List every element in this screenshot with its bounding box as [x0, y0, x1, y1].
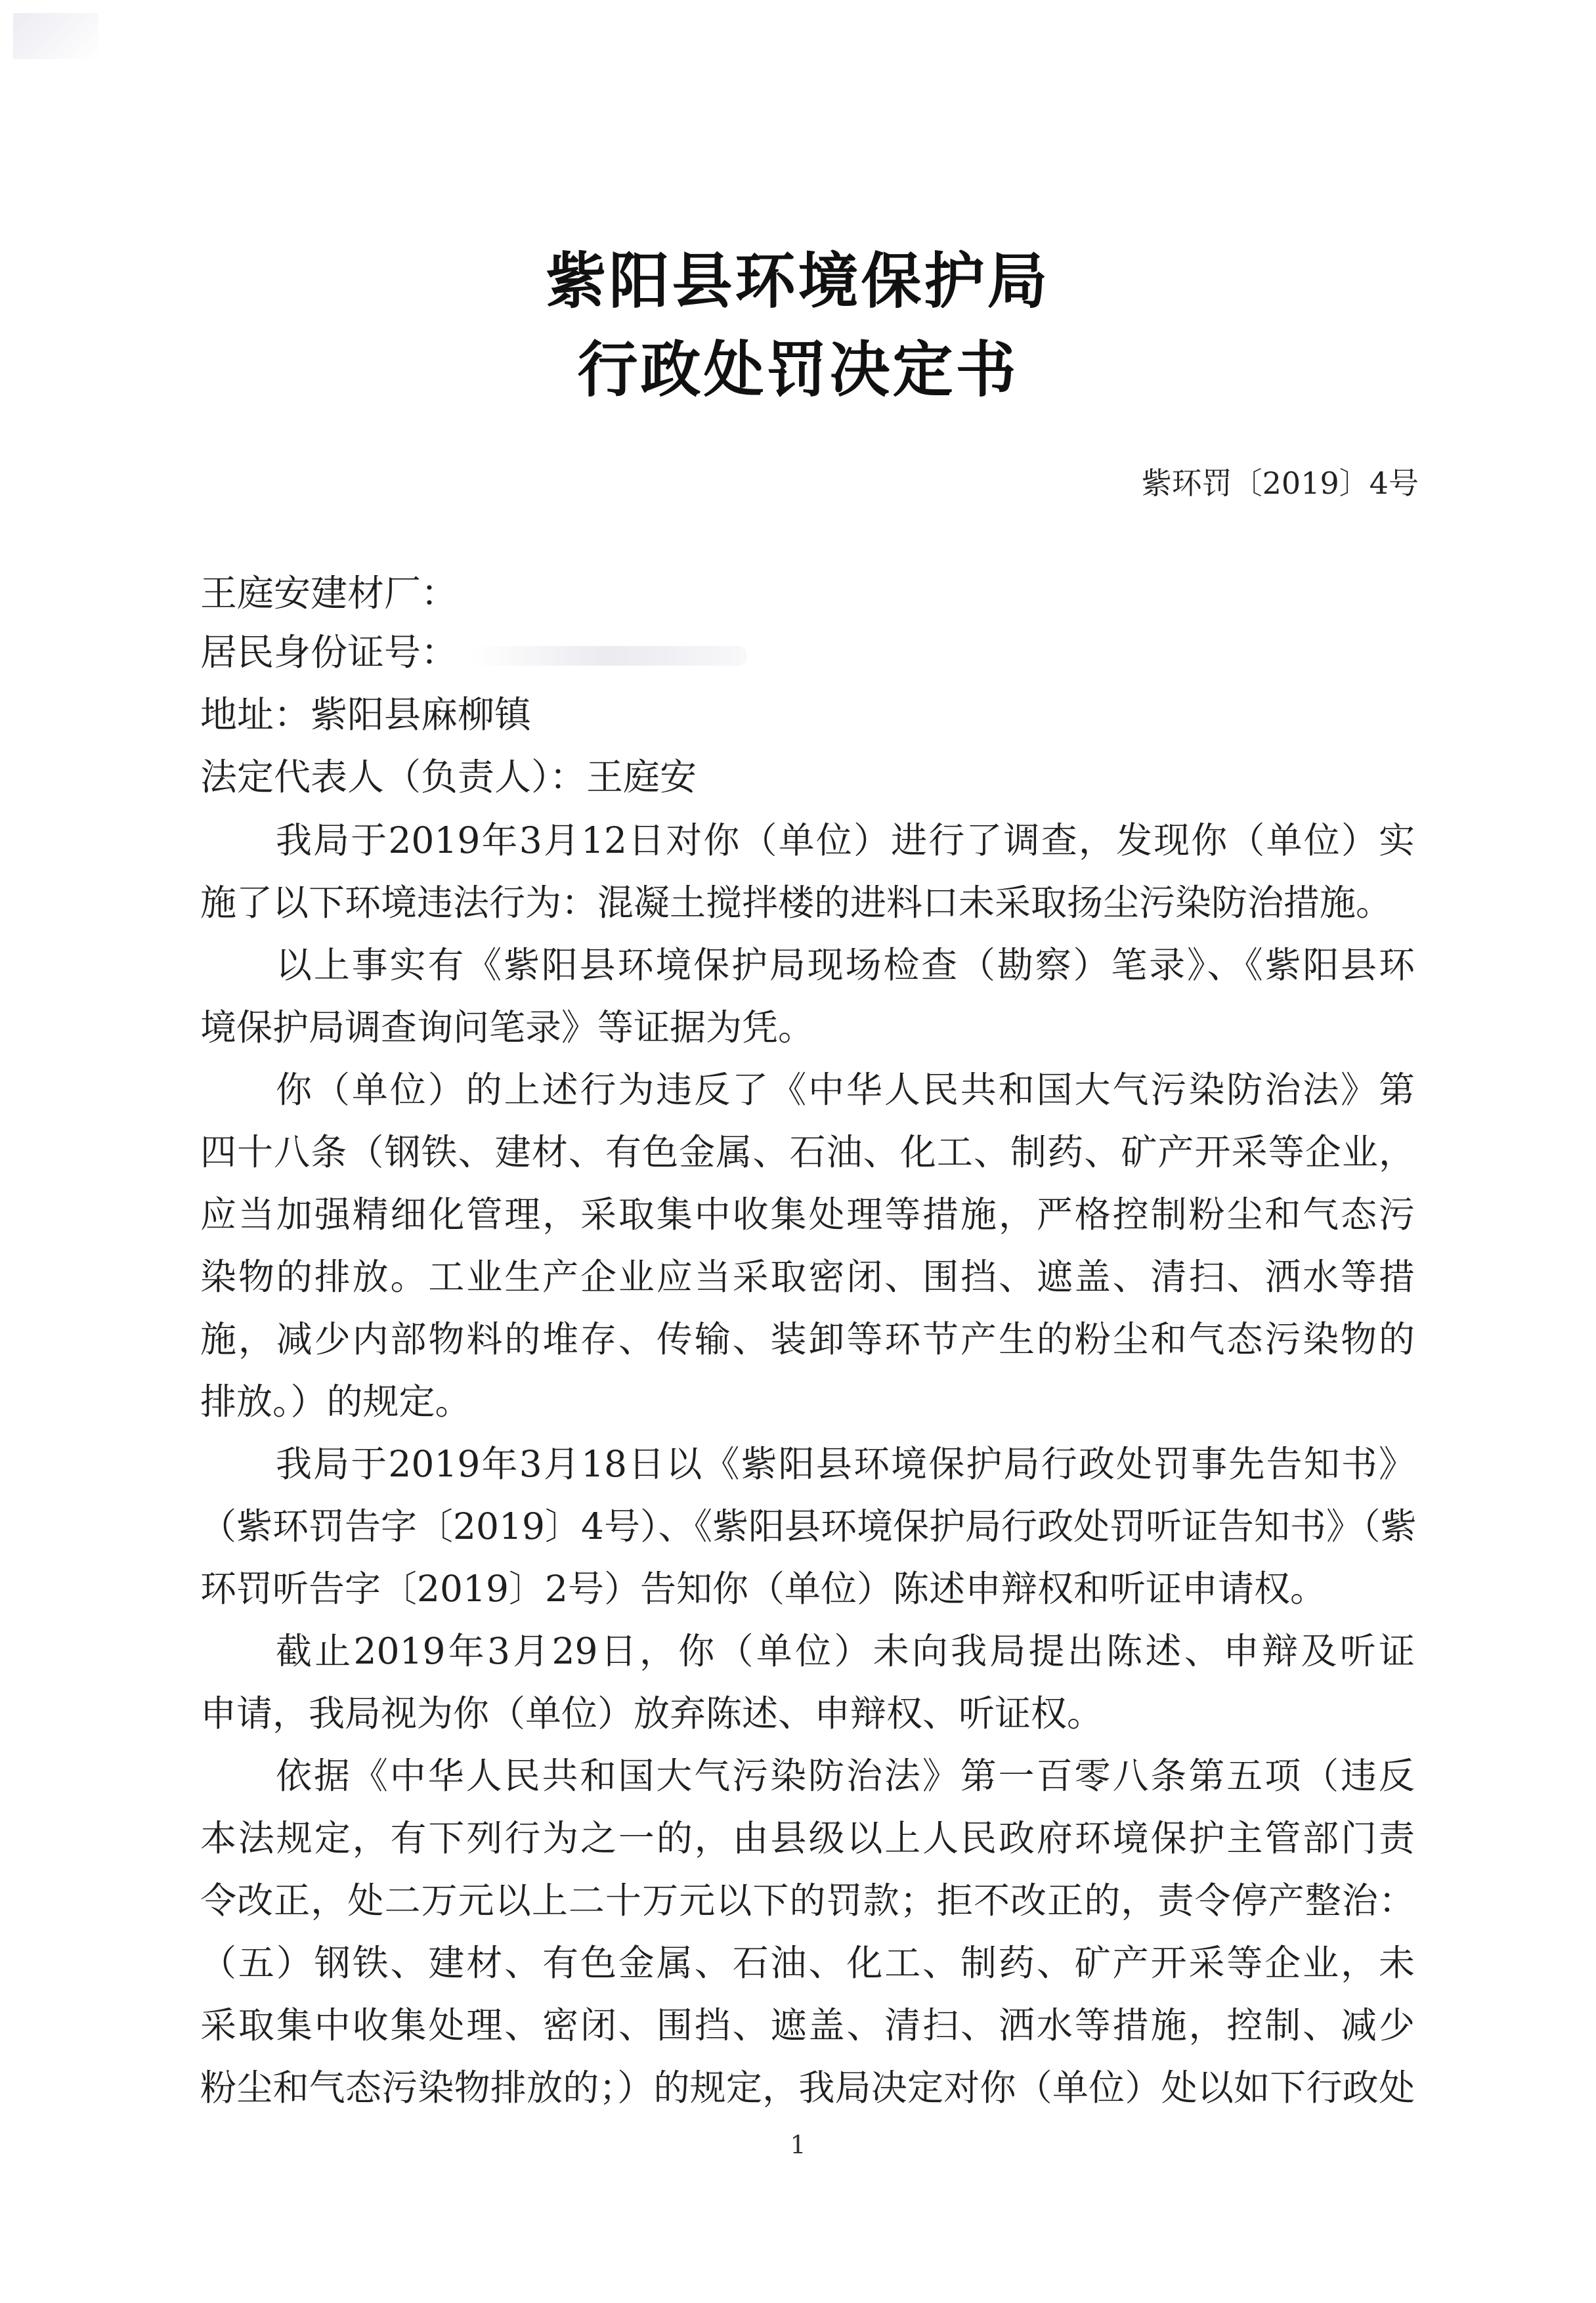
body-line: 采取集中收集处理、密闭、围挡、遮盖、清扫、洒水等措施，控制、减少 [200, 2004, 1415, 2046]
body-line: 依据《中华人民共和国大气污染防治法》第一百零八条第五项（违反 [276, 1755, 1415, 1797]
body-line: 我局于2019年3月18日以《紫阳县环境保护局行政处罚事先告知书》 [276, 1443, 1415, 1485]
body-line: 应当加强精细化管理，采取集中收集处理等措施，严格控制粉尘和气态污 [200, 1194, 1415, 1236]
body-line: 本法规定，有下列行为之一的，由县级以上人民政府环境保护主管部门责 [200, 1817, 1415, 1859]
body-line: 我局于2019年3月12日对你（单位）进行了调查，发现你（单位）实 [276, 819, 1415, 861]
body-line: 粉尘和气态污染物排放的；）的规定，我局决定对你（单位）处以如下行政处 [200, 2067, 1415, 2109]
body-line: 截止2019年3月29日，你（单位）未向我局提出陈述、申辩及听证 [276, 1630, 1415, 1672]
document-number: 紫环罚〔2019〕4号 [1141, 465, 1419, 501]
party-address: 地址：紫阳县麻柳镇 [200, 694, 531, 737]
body-line: 环罚听告字〔2019〕2号）告知你（单位）陈述申辩权和听证申请权。 [200, 1568, 1326, 1610]
party-id-label: 居民身份证号： [200, 632, 458, 674]
body-line: 施，减少内部物料的堆存、传输、装卸等环节产生的粉尘和气态污染物的 [200, 1318, 1415, 1360]
body-line: 染物的排放。工业生产企业应当采取密闭、围挡、遮盖、清扫、洒水等措 [200, 1256, 1415, 1298]
party-representative: 法定代表人（负责人）：王庭安 [200, 756, 697, 799]
redacted-id-number [471, 646, 746, 666]
body-line: （五）钢铁、建材、有色金属、石油、化工、制药、矿产开采等企业，未 [200, 1942, 1415, 1984]
body-line: 你（单位）的上述行为违反了《中华人民共和国大气污染防治法》第 [276, 1069, 1415, 1111]
body-line: 施了以下环境违法行为：混凝土搅拌楼的进料口未采取扬尘污染防治措施。 [200, 882, 1392, 924]
body-line: 申请，我局视为你（单位）放弃陈述、申辩权、听证权。 [200, 1692, 1104, 1734]
document-title-agency: 紫阳县环境保护局 [546, 246, 1050, 316]
page-number: 1 [790, 2130, 806, 2159]
scan-artifact [13, 13, 98, 59]
body-line: 四十八条（钢铁、建材、有色金属、石油、化工、制药、矿产开采等企业， [200, 1131, 1415, 1173]
body-line: 排放。）的规定。 [200, 1381, 471, 1423]
body-line: 境保护局调查询问笔录》等证据为凭。 [200, 1006, 815, 1048]
body-line: 令改正，处二万元以上二十万元以下的罚款；拒不改正的，责令停产整治： [200, 1880, 1415, 1922]
party-id-row [200, 630, 746, 676]
body-line: 以上事实有《紫阳县环境保护局现场检查（勘察）笔录》、《紫阳县环 [276, 944, 1415, 986]
party-name: 王庭安建材厂： [200, 572, 458, 615]
document-title-type: 行政处罚决定书 [577, 335, 1019, 405]
body-line: （紫环罚告字〔2019〕4号）、《紫阳县环境保护局行政处罚听证告知书》（紫 [200, 1505, 1417, 1547]
